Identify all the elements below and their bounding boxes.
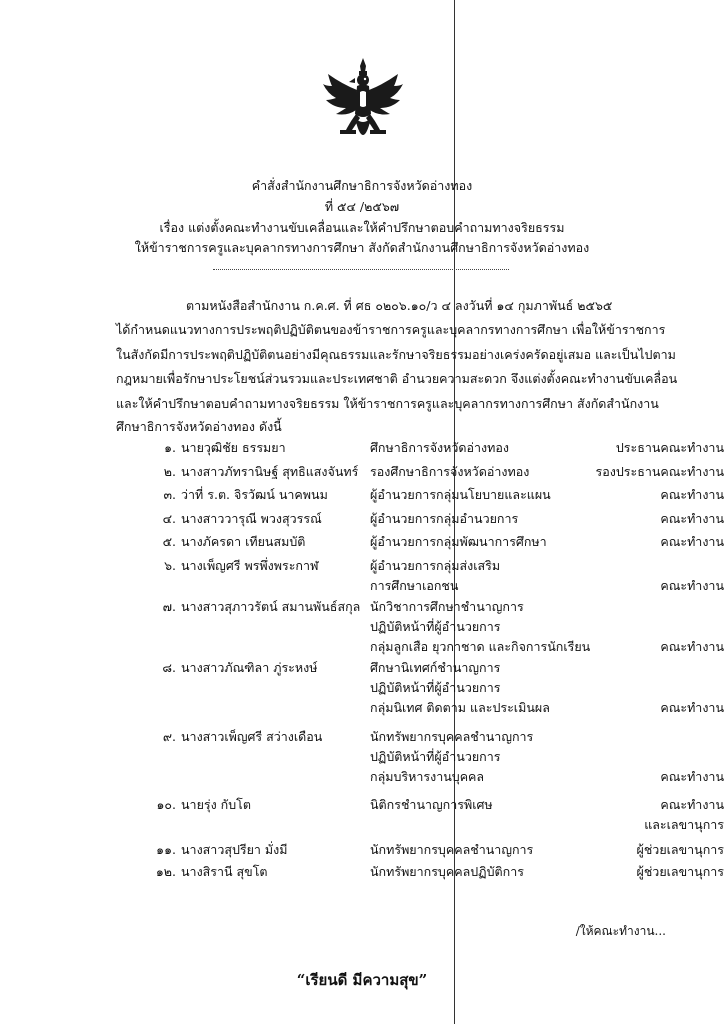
member-number: ๓. [163,487,176,502]
member-position: ปฏิบัติหน้าที่ผู้อำนวยการ [370,749,501,764]
member-number: ๗. [162,599,176,614]
member-name: นางสาวเพ็ญศรี สว่างเดือน [181,729,323,744]
member-number: ๕. [162,534,176,549]
body-line: กฎหมายเพื่อรักษาประโยชน์ส่วนรวมและประเทศชาติ อำนวยความสะดวก จึงแต่งตั้งคณะทำงานขับเคลื่อน [116,371,678,386]
member-position: ศึกษานิเทศก์ชำนาญการ [370,660,501,675]
member-number: ๑๒. [155,864,176,879]
member-role: คณะทำงาน [660,578,724,593]
member-name: นางภัครดา เทียนสมบัติ [181,534,306,549]
member-role: คณะทำงาน [660,769,724,784]
subject-line-2: ให้ข้าราชการครูและบุคลากรทางการศึกษา สังกัดสำนักงานศึกษาธิการจังหวัดอ่างทอง [134,240,590,255]
member-position: ปฏิบัติหน้าที่ผู้อำนวยการ [370,619,501,634]
member-position: ปฏิบัติหน้าที่ผู้อำนวยการ [370,680,501,695]
member-role: รองประธานคณะทำงาน [595,464,724,479]
member-number: ๘. [162,660,176,675]
member-position: ผู้อำนวยการกลุ่มนโยบายและแผน [370,487,551,502]
member-role: ประธานคณะทำงาน [615,440,724,455]
member-role: คณะทำงาน [660,487,724,502]
member-number: ๖. [164,558,176,573]
member-name: นางสาวสุภาวรัตน์ สมานพันธ์สกุล [181,599,361,614]
member-number: ๔. [162,511,176,526]
member-name: นางสิรานี สุขโต [181,864,268,879]
member-position: ผู้อำนวยการกลุ่มอำนวยการ [370,511,519,526]
body-line: และให้คำปรึกษาตอบคำถามทางจริยธรรม ให้ข้าราชการครูและบุคลากรทางการศึกษา สังกัดสำนักงาน [116,396,659,411]
member-position: นิติกรชำนาญการพิเศษ [370,797,493,812]
body-line: ได้กำหนดแนวทางการประพฤติปฏิบัติตนของข้าราชการครูและบุคลากรทางการศึกษา เพื่อให้ข้าราชการ [116,322,666,337]
member-position: นักทรัพยากรบุคคลปฏิบัติการ [370,864,524,879]
member-position: กลุ่มบริหารงานบุคคล [370,769,485,784]
order-title: คำสั่งสำนักงานศึกษาธิการจังหวัดอ่างทอง [251,178,473,193]
member-role: คณะทำงาน [660,534,724,549]
member-position: รองศึกษาธิการจังหวัดอ่างทอง [370,464,530,479]
body-line: ในสังกัดมีการประพฤติปฏิบัติตนอย่างมีคุณธรรมและรักษาจริยธรรมอย่างเคร่งครัดอยู่เสมอ และเป็นไปตาม [116,347,676,362]
member-name: นางสาวภัทรานิษฐ์ สุทธิแสงจันทร์ [181,464,359,479]
member-number: ๙. [162,729,176,744]
member-role: ผู้ช่วยเลขานุการ [636,842,724,857]
member-role: ผู้ช่วยเลขานุการ [636,864,724,879]
member-name: นางสาวสุปรียา มั่งมี [181,842,288,857]
member-name: ว่าที่ ร.ต. จิรวัฒน์ นาคพนม [181,487,328,502]
body-line: ตามหนังสือสำนักงาน ก.ค.ศ. ที่ ศธ ๐๒๐๖.๑๐/ว ๔ ลงวันที่ ๑๔ กุมภาพันธ์ ๒๕๖๕ [186,298,613,313]
member-name: นางเพ็ญศรี พรพึ่งพระกาฬ [181,558,319,573]
member-role-secondary: และเลขานุการ [644,817,724,832]
member-number: ๒. [163,464,176,479]
member-name: นางสาวภัณฑิลา ภู่ระหงษ์ [181,660,318,675]
member-position: ผู้อำนวยการกลุ่มส่งเสริม [370,558,501,573]
member-number: ๑๐. [156,797,176,812]
body-line: ศึกษาธิการจังหวัดอ่างทอง ดังนี้ [116,419,282,434]
member-role: คณะทำงาน [660,797,724,812]
member-role: คณะทำงาน [660,639,724,654]
member-position: นักวิชาการศึกษาชำนาญการ [370,599,524,614]
garuda-emblem-icon [322,56,404,152]
member-name: นายวุฒิชัย ธรรมยา [181,440,286,455]
motto: “เรียนดี มีความสุข” [296,971,428,989]
order-number: ที่ ๕๔ /๒๕๖๗ [324,199,400,214]
continuation-note: /ให้คณะทำงาน... [575,924,666,938]
member-position: นักทรัพยากรบุคคลชำนาญการ [370,842,534,857]
header-divider [213,269,509,270]
member-position: ผู้อำนวยการกลุ่มพัฒนาการศึกษา [370,534,547,549]
member-number: ๑๑. [156,842,176,857]
member-number: ๑. [164,440,176,455]
member-position: กลุ่มลูกเสือ ยุวกาชาด และกิจการนักเรียน [370,639,591,654]
member-position: ศึกษาธิการจังหวัดอ่างทอง [370,440,509,455]
member-position: การศึกษาเอกชน [370,578,459,593]
member-role: คณะทำงาน [660,700,724,715]
member-position: กลุ่มนิเทศ ติดตาม และประเมินผล [370,700,550,715]
member-name: นายรุ่ง กับโต [181,797,252,812]
member-name: นางสาววารุณี พวงสุวรรณ์ [181,511,322,526]
member-role: คณะทำงาน [660,511,724,526]
subject-line-1: เรื่อง แต่งตั้งคณะทำงานขับเคลื่อนและให้คำปรึกษาตอบคำถามทางจริยธรรม [159,220,565,235]
member-position: นักทรัพยากรบุคคลชำนาญการ [370,729,534,744]
